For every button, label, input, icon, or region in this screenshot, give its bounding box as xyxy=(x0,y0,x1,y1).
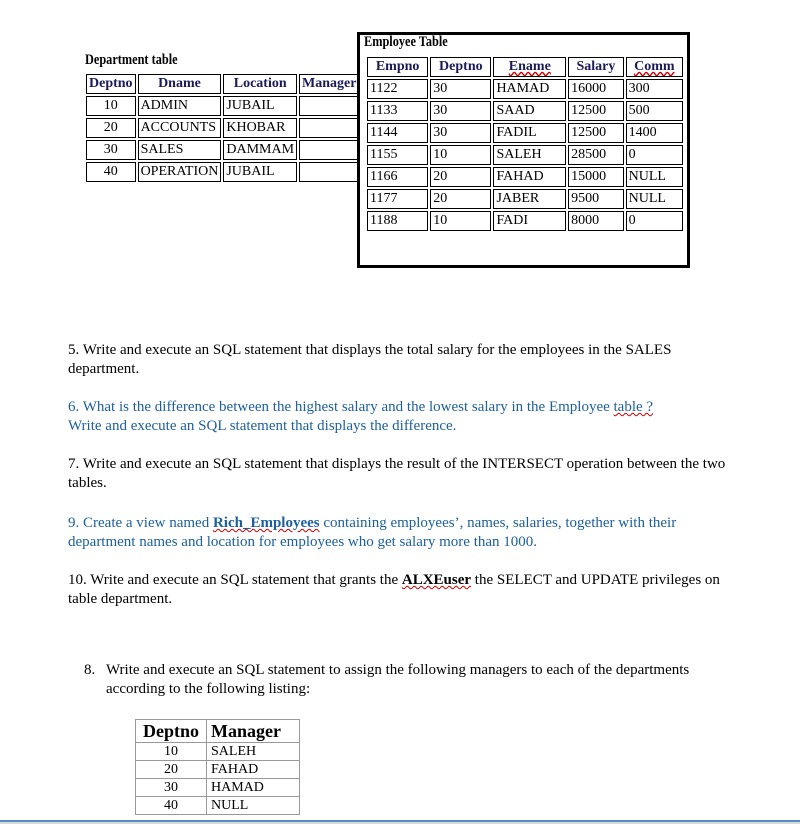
table-row xyxy=(136,779,300,797)
table-row xyxy=(367,79,683,99)
manager-cell xyxy=(299,96,359,116)
location-cell: KHOBAR xyxy=(223,118,297,138)
question-6-spell-word: table ? xyxy=(613,399,654,415)
comm-cell: 0 xyxy=(626,145,683,165)
comm-cell: 0 xyxy=(626,211,683,231)
department-table-title: Department table xyxy=(85,52,178,68)
deptno-cell: 10 xyxy=(136,743,207,761)
employee-header-ename: Ename xyxy=(493,57,566,77)
deptno-cell: 30 xyxy=(86,140,136,160)
salary-cell: 16000 xyxy=(568,79,623,99)
empno-cell: 1122 xyxy=(367,79,428,99)
managers-table xyxy=(135,719,300,815)
deptno-cell: 10 xyxy=(430,211,491,231)
dname-cell: ACCOUNTS xyxy=(138,118,222,138)
deptno-cell: 30 xyxy=(430,123,491,143)
empno-cell: 1133 xyxy=(367,101,428,121)
table-row xyxy=(136,761,300,779)
deptno-cell: 30 xyxy=(136,779,207,797)
table-row xyxy=(367,145,683,165)
table-row xyxy=(367,167,683,187)
salary-cell: 12500 xyxy=(568,123,623,143)
deptno-cell: 10 xyxy=(430,145,491,165)
manager-cell: SALEH xyxy=(207,743,300,761)
location-cell: JUBAIL xyxy=(223,162,297,182)
ename-cell: FADI xyxy=(493,211,566,231)
deptno-cell: 30 xyxy=(430,101,491,121)
department-header-row xyxy=(86,74,359,94)
deptno-cell: 40 xyxy=(136,797,207,815)
managers-header-manager: Manager xyxy=(207,720,300,743)
ename-cell: SAAD xyxy=(493,101,566,121)
employee-table-title: Employee Table xyxy=(364,34,448,50)
question-6 xyxy=(68,398,728,436)
salary-cell: 8000 xyxy=(568,211,623,231)
dname-cell: SALES xyxy=(138,140,222,160)
question-8-number: 8. xyxy=(84,662,96,678)
deptno-cell: 30 xyxy=(430,79,491,99)
ename-cell: JABER xyxy=(493,189,566,209)
manager-cell xyxy=(299,162,359,182)
salary-cell: 9500 xyxy=(568,189,623,209)
location-cell: DAMMAM xyxy=(223,140,297,160)
ename-cell: FAHAD xyxy=(493,167,566,187)
department-table xyxy=(84,72,361,184)
ename-cell: SALEH xyxy=(493,145,566,165)
employee-header-row xyxy=(367,57,683,77)
employee-table xyxy=(365,55,685,233)
employee-header-empno: Empno xyxy=(367,57,428,77)
location-cell: JUBAIL xyxy=(223,96,297,116)
manager-cell: HAMAD xyxy=(207,779,300,797)
deptno-cell: 20 xyxy=(430,189,491,209)
table-row xyxy=(367,211,683,231)
department-header-deptno: Deptno xyxy=(86,74,136,94)
question-10 xyxy=(68,571,728,609)
department-header-manager: Manager xyxy=(299,74,359,94)
deptno-cell: 40 xyxy=(86,162,136,182)
manager-cell xyxy=(299,140,359,160)
question-8 xyxy=(84,661,724,701)
question-9-text: 9. Create a view named xyxy=(68,515,213,531)
table-row xyxy=(86,96,359,116)
empno-cell: 1188 xyxy=(367,211,428,231)
question-6-text-2: Write and execute an SQL statement that displays the difference. xyxy=(68,418,457,434)
ename-cell: FADIL xyxy=(493,123,566,143)
table-row xyxy=(86,162,359,182)
deptno-cell: 20 xyxy=(86,118,136,138)
table-row xyxy=(367,189,683,209)
salary-cell: 15000 xyxy=(568,167,623,187)
dname-cell: OPERATION xyxy=(138,162,222,182)
managers-header-deptno: Deptno xyxy=(136,720,207,743)
managers-header-row xyxy=(136,720,300,743)
department-header-location: Location xyxy=(223,74,297,94)
comm-cell: 1400 xyxy=(626,123,683,143)
employee-header-salary: Salary xyxy=(568,57,623,77)
question-6-text: 6. What is the difference between the highest salary and the lowest salary in the Employee xyxy=(68,399,614,415)
table-row xyxy=(136,743,300,761)
comm-cell: 500 xyxy=(626,101,683,121)
table-row xyxy=(86,140,359,160)
question-8-text: Write and execute an SQL statement to assign the following managers to each of the departments according to the following listing: xyxy=(106,662,690,697)
comm-cell: NULL xyxy=(626,189,683,209)
salary-cell: 12500 xyxy=(568,101,623,121)
question-10-text: 10. Write and execute an SQL statement that grants the xyxy=(68,572,402,588)
user-name: ALXEuser xyxy=(401,572,472,588)
table-row xyxy=(86,118,359,138)
deptno-cell: 20 xyxy=(430,167,491,187)
deptno-cell: 10 xyxy=(86,96,136,116)
manager-cell: FAHAD xyxy=(207,761,300,779)
deptno-cell: 20 xyxy=(136,761,207,779)
manager-cell xyxy=(299,118,359,138)
comm-cell: NULL xyxy=(626,167,683,187)
salary-cell: 28500 xyxy=(568,145,623,165)
dname-cell: ADMIN xyxy=(138,96,222,116)
question-9-text-2: containing employees’, names, salaries, together with their department names and location for employees who get salary more than 1000. xyxy=(68,515,677,550)
table-row xyxy=(367,101,683,121)
table-row xyxy=(367,123,683,143)
question-7: 7. Write and execute an SQL statement that displays the result of the INTERSECT operation between the two tables. xyxy=(68,456,726,491)
employee-header-deptno: Deptno xyxy=(430,57,491,77)
empno-cell: 1155 xyxy=(367,145,428,165)
question-5: 5. Write and execute an SQL statement that displays the total salary for the employees in the SALES department. xyxy=(68,342,672,377)
empno-cell: 1177 xyxy=(367,189,428,209)
employee-header-comm: Comm xyxy=(626,57,683,77)
ename-cell: HAMAD xyxy=(493,79,566,99)
department-header-dname: Dname xyxy=(138,74,222,94)
comm-cell: 300 xyxy=(626,79,683,99)
question-9 xyxy=(68,514,728,552)
manager-cell: NULL xyxy=(207,797,300,815)
view-name: Rich_Employees xyxy=(212,515,320,531)
table-row xyxy=(136,797,300,815)
empno-cell: 1144 xyxy=(367,123,428,143)
empno-cell: 1166 xyxy=(367,167,428,187)
question-10-text-2: the SELECT and UPDATE privileges on table department. xyxy=(68,572,720,607)
